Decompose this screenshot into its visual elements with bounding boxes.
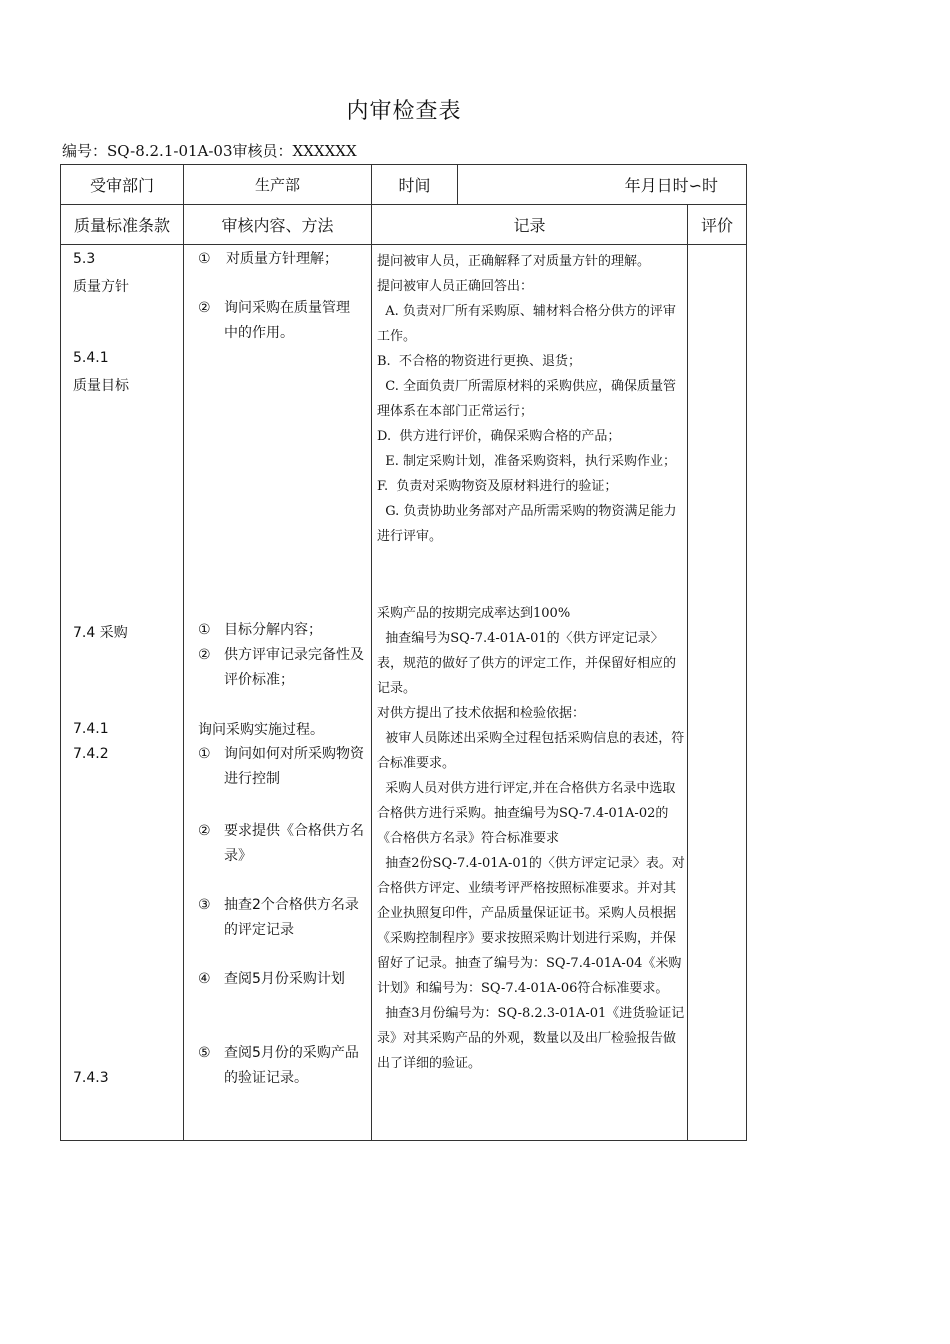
method-number: ① xyxy=(198,622,211,638)
method-text: 查阅5月份采购计划 xyxy=(224,971,345,987)
record-line: 采购人员对供方进行评定,并在合格供方名录中选取合格供方进行采购。抽查编号为SQ-7.4-01A-02的《合格供方名录》符合标准要求 xyxy=(377,781,676,846)
record-line: 抽查2份SQ-7.4-01A-01的〈供方评定记录〉表。对合格供方评定、业绩考评严格按照标准要求。并对其企业执照复印件，产品质量保证证书。采购人员根据《采购控制程序》要求按照采购计划进行采购，并保留好了记录。抽查了编号为：SQ-7.4-01A-04《米购计划》和编号为：SQ-7.4-01A-06符合标准要求。 xyxy=(377,856,685,996)
clause-item: 7.4.1 xyxy=(73,721,109,737)
record-line: A. 负责对厂所有采购原、辅材料合格分供方的评审工作。 xyxy=(377,304,676,344)
method-number: ③ xyxy=(198,897,211,913)
record-cell xyxy=(372,245,688,1141)
method-number: ② xyxy=(198,647,211,663)
clause-item: 质量方针 xyxy=(73,279,129,295)
record-line: 采购产品的按期完成率达到100% xyxy=(377,606,571,621)
clause-item: 7.4 采购 xyxy=(73,625,128,641)
method-text: 查阅5月份的采购产品的验证记录。 xyxy=(224,1045,359,1086)
clause-item: 7.4.3 xyxy=(73,1070,109,1086)
record-line: 对供方提出了技术依据和检验依据： xyxy=(377,706,586,721)
document-meta xyxy=(62,140,357,161)
clause-item: 5.4.1 xyxy=(73,350,109,366)
record-line: 抽查编号为SQ-7.4-01A-01的〈供方评定记录〉表，规范的做好了供方的评定工作，并保留好相应的记录。 xyxy=(377,631,677,696)
auditor-label: 审核员： xyxy=(232,142,293,160)
method-number: ① xyxy=(198,746,211,762)
record-line: G. 负责协助业务部对产品所需采购的物资满足能力进行评审。 xyxy=(377,504,677,544)
record-line: 抽查3月份编号为：SQ-8.2.3-01A-01《进货验证记录》对其采购产品的外观，数量以及出厂检验报告做出了详细的验证。 xyxy=(377,1006,685,1071)
clause-cell xyxy=(61,245,184,1141)
clause-item: 5.3 xyxy=(73,251,96,267)
time-label-cell: 时间 xyxy=(372,165,458,205)
method-number: ④ xyxy=(198,971,211,987)
col-evaluation-header: 评价 xyxy=(688,205,747,245)
record-line: B. 不合格的物资进行更换、退货； xyxy=(377,354,581,369)
serial-number: SQ-8.2.1-01A-03 xyxy=(107,142,233,160)
col-method-header: 审核内容、方法 xyxy=(184,205,372,245)
col-clause-header: 质量标准条款 xyxy=(61,205,184,245)
serial-label: 编号： xyxy=(62,142,108,160)
method-text: 询问采购在质量管理中的作用。 xyxy=(224,300,350,341)
auditor-name: XXXXXX xyxy=(292,142,357,160)
method-text: 要求提供《合格供方名录》 xyxy=(224,823,364,864)
method-number: ① xyxy=(198,251,211,267)
record-line: E. 制定采购计划，准备采购资料，执行采购作业； xyxy=(377,454,677,469)
record-line: 提问被审人员，正确解释了对质量方针的理解。 xyxy=(377,254,651,269)
clause-item: 7.4.2 xyxy=(73,746,109,762)
method-number: ⑤ xyxy=(198,1045,211,1061)
record-line: 被审人员陈述出采购全过程包括采购信息的表述，符合标准要求。 xyxy=(377,731,685,771)
record-line: D. 供方进行评价，确保采购合格的产品； xyxy=(377,429,621,444)
clause-item: 质量目标 xyxy=(73,378,129,394)
record-line: F. 负责对采购物资及原材料进行的验证； xyxy=(377,479,618,494)
record-line: 提问被审人员正确回答出： xyxy=(377,279,534,294)
col-record-header: 记录 xyxy=(372,205,688,245)
method-text: 供方评审记录完备性及评价标准； xyxy=(224,647,364,688)
audit-checklist-table xyxy=(60,164,747,1141)
records-top-block xyxy=(377,249,685,549)
method-text: 询问如何对所采购物资进行控制 xyxy=(224,746,364,787)
method-cell xyxy=(184,245,372,1141)
method-text: 对质量方针理解； xyxy=(226,251,338,267)
method-number: ② xyxy=(198,823,211,839)
records-bottom-block xyxy=(377,601,685,1076)
evaluation-cell xyxy=(688,245,747,1141)
department-row xyxy=(61,165,747,205)
dept-label-cell: 受审部门 xyxy=(61,165,184,205)
page-title: 内审检查表 xyxy=(346,99,462,124)
record-line: C. 全面负责厂所需原材料的采购供应，确保质量管理体系在本部门正常运行； xyxy=(377,379,677,419)
column-header-row xyxy=(61,205,747,245)
method-text: 目标分解内容； xyxy=(224,622,322,638)
method-text: 询问采购实施过程。 xyxy=(198,722,324,738)
method-text: 抽查2个合格供方名录的评定记录 xyxy=(224,897,359,938)
method-number: ② xyxy=(198,300,211,316)
dept-value-cell: 生产部 xyxy=(184,165,372,205)
content-row xyxy=(61,245,747,1141)
time-value-cell: 年月日时∽时 xyxy=(458,165,747,205)
